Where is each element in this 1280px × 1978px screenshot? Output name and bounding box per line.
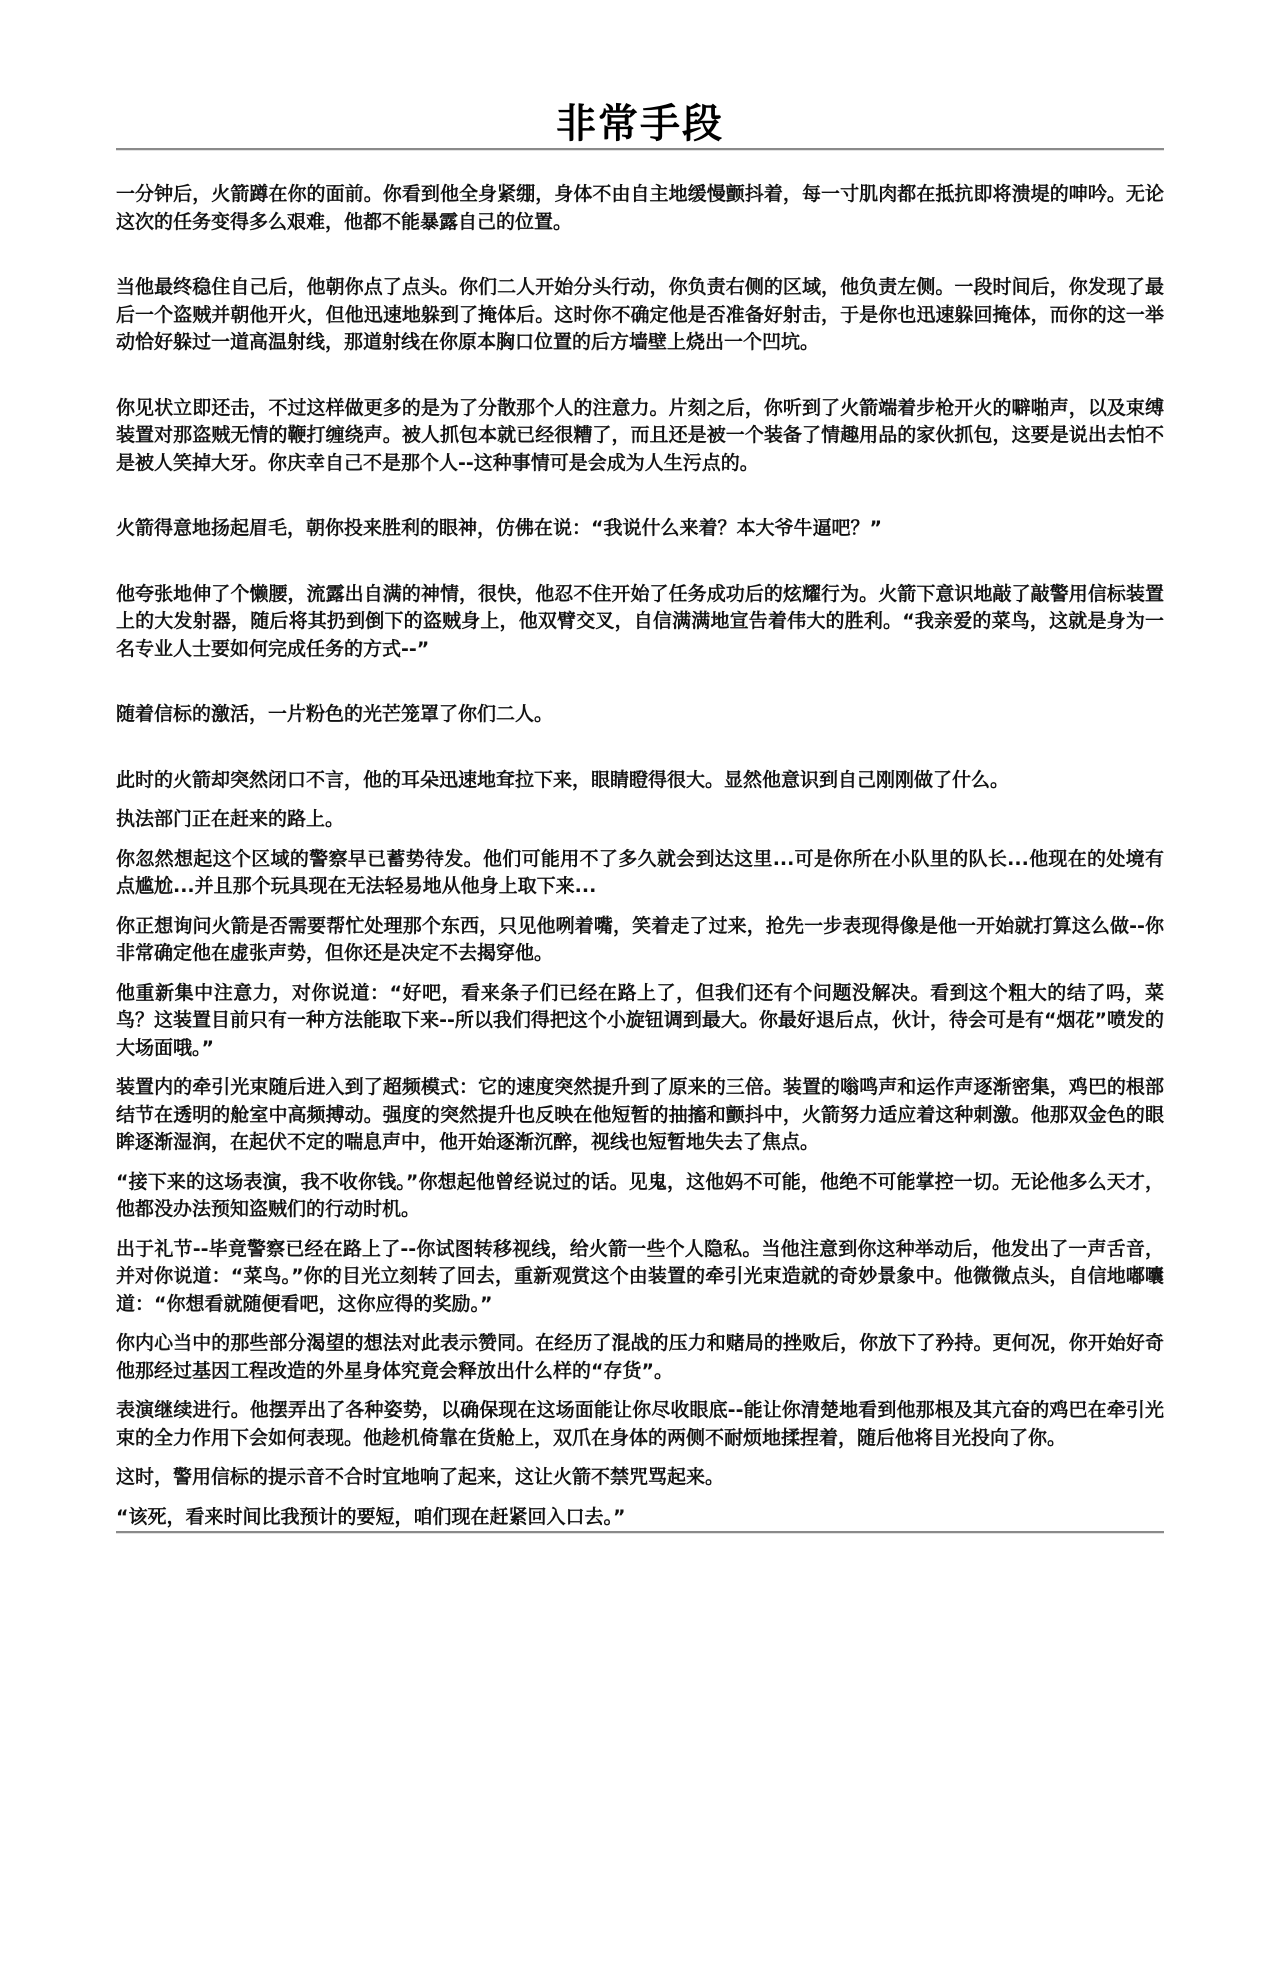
paragraph: 当他最终稳住自己后，他朝你点了点头。你们二人开始分头行动，你负责右侧的区域，他负责左侧。一段时间后，你发现了最后一个盗贼并朝他开火，但他迅速地躲到了掩体后。这时你不确定他是否准备好射击，于是你也迅速躲回掩体，而你的这一举动恰好躲过一道高温射线，那道射线在你原本胸口位置的后方墙壁上烧出一个凹坑。 (116, 276, 1164, 353)
paragraph: 你正想询问火箭是否需要帮忙处理那个东西，只见他咧着嘴，笑着走了过来，抢先一步表现得像是他一开始就打算这么做--你非常确定他在虚张声势，但你还是决定不去揭穿他。 (116, 914, 1164, 964)
paragraph: 装置内的牵引光束随后进入到了超频模式：它的速度突然提升到了原来的三倍。装置的嗡鸣声和运作声逐渐密集，鸡巴的根部结节在透明的舱室中高频搏动。强度的突然提升也反映在他短暂的抽搐和颤抖中，火箭努力适应着这种刺激。他那双金色的眼眸逐渐湿润，在起伏不定的喘息声中，他开始逐渐沉醉，视线也短暂地失去了焦点。 (116, 1076, 1164, 1153)
paragraph: 此时的火箭却突然闭口不言，他的耳朵迅速地耷拉下来，眼睛瞪得很大。显然他意识到自己刚刚做了什么。 (116, 768, 1010, 791)
paragraph: 火箭得意地扬起眉毛，朝你投来胜利的眼神，仿佛在说：“我说什么来着？本大爷牛逼吧？” (116, 517, 882, 539)
article-body (116, 181, 1164, 1531)
paragraph: 这时，警用信标的提示音不合时宜地响了起来，这让火箭不禁咒骂起来。 (116, 1466, 725, 1488)
paragraph: 他重新集中注意力，对你说道：“好吧，看来条子们已经在路上了，但我们还有个问题没解决。看到这个粗大的结了吗，菜鸟？这装置目前只有一种方法能取下来--所以我们得把这个小旋钮调到最大。你最好退后点，伙计，待会可是有“烟花”喷发的大场面哦。” (116, 981, 1164, 1059)
paragraph: “接下来的这场表演，我不收你钱。”你想起他曾经说过的话。见鬼，这他妈不可能，他绝不可能掌控一切。无论他多么天才，他都没办法预知盗贼们的行动时机。 (116, 1170, 1164, 1220)
paragraph: 执法部门正在赶来的路上。 (116, 808, 345, 830)
bottom-divider (116, 1531, 1164, 1534)
paragraph: 出于礼节--毕竟警察已经在路上了--你试图转移视线，给火箭一些个人隐私。当他注意到你这种举动后，他发出了一声舌音，并对你说道：“菜鸟。”你的目光立刻转了回去，重新观赏这个由装置的牵引光束造就的奇妙景象中。他微微点头，自信地嘟囔道：“你想看就随便看吧，这你应得的奖励。” (116, 1237, 1164, 1315)
paragraph: 表演继续进行。他摆弄出了各种姿势，以确保现在这场面能让你尽收眼底--能让你清楚地看到他那根及其亢奋的鸡巴在牵引光束的全力作用下会如何表现。他趁机倚靠在货舱上，双爪在身体的两侧不耐烦地揉捏着，随后他将目光投向了你。 (116, 1399, 1164, 1449)
page-title: 非常手段 (556, 101, 724, 147)
paragraph: 他夸张地伸了个懒腰，流露出自满的神情，很快，他忍不住开始了任务成功后的炫耀行为。火箭下意识地敲了敲警用信标装置上的大发射器，随后将其扔到倒下的盗贼身上，他双臂交叉，自信满满地宣告着伟大的胜利。“我亲爱的菜鸟，这就是身为一名专业人士要如何完成任务的方式--” (116, 582, 1164, 660)
paragraph: “该死，看来时间比我预计的要短，咱们现在赶紧回入口去。” (116, 1505, 626, 1528)
paragraph: 你见状立即还击，不过这样做更多的是为了分散那个人的注意力。片刻之后，你听到了火箭端着步枪开火的噼啪声，以及束缚装置对那盗贼无情的鞭打缠绕声。被人抓包本就已经很糟了，而且还是被一个装备了情趣用品的家伙抓包，这要是说出去怕不是被人笑掉大牙。你庆幸自己不是那个人--这种事情可是会成为人生污点的。 (116, 396, 1164, 474)
paragraph: 你内心当中的那些部分渴望的想法对此表示赞同。在经历了混战的压力和赌局的挫败后，你放下了矜持。更何况，你开始好奇他那经过基因工程改造的外星身体究竟会释放出什么样的“存货”。 (116, 1332, 1164, 1382)
paragraph: 一分钟后，火箭蹲在你的面前。你看到他全身紧绷，身体不由自主地缓慢颤抖着，每一寸肌肉都在抵抗即将溃堤的呻吟。无论这次的任务变得多么艰难，他都不能暴露自己的位置。 (116, 183, 1164, 233)
paragraph: 随着信标的激活，一片粉色的光芒笼罩了你们二人。 (116, 703, 554, 725)
top-divider (116, 148, 1164, 151)
paragraph: 你忽然想起这个区域的警察早已蓄势待发。他们可能用不了多久就会到达这里...可是你所在小队里的队长...他现在的处境有点尴尬...并且那个玩具现在无法轻易地从他身上取下来... (116, 847, 1164, 897)
